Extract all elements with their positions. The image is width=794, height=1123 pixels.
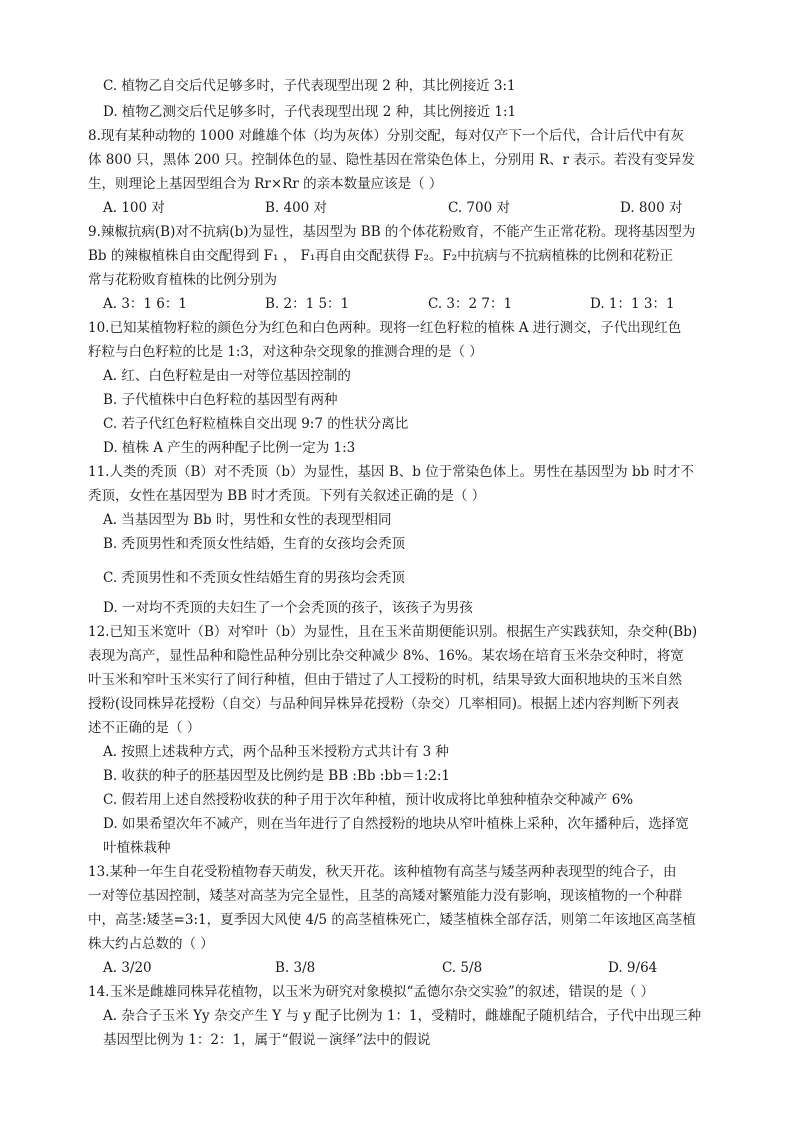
q12-option-d-line-2: 叶植株栽种: [103, 840, 171, 856]
q10-stem-line-1: 10.已知某植物籽粒的颜色分为红色和白色两种。现将一红色籽粒的植株 A 进行测交，子代出现红色: [88, 320, 682, 336]
q12-option-b: B. 收获的种子的胚基因型及比例约是 BB :Bb :bb＝1:2:1: [103, 768, 451, 784]
q12-stem-line-2: 表现为高产，显性品种和隐性品种分别比杂交种减少 8%、16%。某农场在培育玉米杂交种时，将宽: [88, 648, 684, 664]
q13-options: [0, 958, 794, 978]
q7-option-d: D. 植物乙测交后代足够多时，子代表现型出现 2 种，其比例接近 1:1: [103, 104, 517, 120]
q13-option-c: C. 5/8: [442, 960, 483, 976]
q12-stem-line-3: 叶玉米和窄叶玉米实行了间行种植，但由于错过了人工授粉的时机，结果导致大面积地块的玉米自然: [88, 672, 682, 688]
q9-stem-line-3: 常与花粉败育植株的比例分别为: [88, 272, 277, 288]
q10-option-d: D. 植株 A 产生的两种配子比例一定为 1:3: [103, 440, 356, 456]
q11-stem-line-2: 秃顶，女性在基因型为 BB 时才秃顶。下列有关叙述正确的是（ ）: [88, 488, 486, 504]
q9-option-b: B. 2：1 5：1: [265, 296, 350, 312]
q11-option-a: A. 当基因型为 Bb 时，男性和女性的表现型相同: [103, 512, 392, 528]
q10-option-a: A. 红、白色籽粒是由一对等位基因控制的: [103, 368, 351, 384]
q13-stem-line-1: 13.某种一年生自花受粉植物春天萌发，秋天开花。该种植物有高茎与矮茎两种表现型的纯合子，由: [88, 864, 677, 880]
q13-stem-line-2: 一对等位基因控制，矮茎对高茎为完全显性，且茎的高矮对繁殖能力没有影响，现该植物的一个种群: [88, 888, 682, 904]
q14-stem-line-1: 14.玉米是雌雄同株异花植物，以玉米为研究对象模拟“孟德尔杂交实验”的叙述，错误的是（ ）: [88, 984, 655, 1000]
q8-stem-line-1: 8.现有某种动物的 1000 对雌雄个体（均为灰体）分别交配，每对仅产下一个后代，合计后代中有灰: [88, 128, 684, 144]
q12-stem-line-4: 授粉(设同株异花授粉（自交）与品种间异株异花授粉（杂交）几率相同)。根据上述内容判断下列表: [88, 696, 680, 712]
q12-stem-line-1: 12.已知玉米宽叶（B）对窄叶（b）为显性，且在玉米苗期便能识别。根据生产实践获知，杂交种(Bb): [88, 624, 698, 640]
q8-option-d: D. 800 对: [620, 200, 683, 216]
q14-option-a-line-2: 基因型比例为 1：2：1，属于“假说－演绎”法中的假说: [103, 1032, 431, 1048]
q8-option-c: C. 700 对: [448, 200, 510, 216]
q9-option-a: A. 3：1 6：1: [103, 296, 187, 312]
q11-option-d: D. 一对均不秃顶的夫妇生了一个会秃顶的孩子，该孩子为男孩: [103, 600, 473, 616]
q9-stem-line-1: 9.辣椒抗病(B)对不抗病(b)为显性，基因型为 BB 的个体花粉败育，不能产生正常花粉。现将基因型为: [88, 224, 696, 240]
q9-option-d: D. 1：1 3：1: [590, 296, 675, 312]
q13-stem-line-4: 株大约占总数的（ ）: [88, 936, 214, 952]
q7-option-c: C. 植物乙自交后代足够多时，子代表现型出现 2 种，其比例接近 3:1: [103, 78, 516, 94]
q13-stem-line-3: 中，高茎:矮茎=3:1，夏季因大风使 4/5 的高茎植株死亡，矮茎植株全部存活，则第二年该地区高茎植: [88, 912, 696, 928]
q10-stem-line-2: 籽粒与白色籽粒的比是 1:3，对这种杂交现象的推测合理的是（ ）: [88, 344, 483, 360]
q8-options: [0, 198, 794, 218]
q10-option-b: B. 子代植株中白色籽粒的基因型有两种: [103, 392, 338, 408]
q12-option-a: A. 按照上述栽种方式，两个品种玉米授粉方式共计有 3 种: [103, 744, 450, 760]
q12-option-c: C. 假若用上述自然授粉收获的种子用于次年种植，预计收成将比单独种植杂交种减产 6%: [103, 792, 634, 808]
q9-options: [0, 294, 794, 314]
q8-option-a: A. 100 对: [103, 200, 165, 216]
q12-stem-line-5: 述不正确的是（ ）: [88, 720, 201, 736]
q11-option-b: B. 秃顶男性和秃顶女性结婚，生育的女孩均会秃顶: [103, 536, 406, 552]
q10-option-c: C. 若子代红色籽粒植株自交出现 9:7 的性状分离比: [103, 416, 409, 432]
q13-option-b: B. 3/8: [275, 960, 316, 976]
q12-option-d-line-1: D. 如果希望次年不减产，则在当年进行了自然授粉的地块从窄叶植株上采种，次年播种后，选择宽: [103, 816, 689, 832]
q14-option-a-line-1: A. 杂合子玉米 Yy 杂交产生 Y 与 y 配子比例为 1：1，受精时，雌雄配子随机结合，子代中出现三种: [103, 1008, 702, 1024]
q11-option-c: C. 秃顶男性和不秃顶女性结婚生育的男孩均会秃顶: [103, 570, 405, 586]
q13-option-d: D. 9/64: [608, 960, 658, 976]
q8-stem-line-2: 体 800 只，黑体 200 只。控制体色的显、隐性基因在常染色体上，分别用 R、r 表示。若没有变异发: [88, 152, 695, 168]
q8-option-b: B. 400 对: [265, 200, 328, 216]
q9-option-c: C. 3：2 7：1: [428, 296, 513, 312]
q9-stem-line-2: Bb 的辣椒植株自由交配得到 F₁ ， F₁再自由交配获得 F₂。F₂中抗病与不抗病植株的比例和花粉正: [88, 248, 674, 264]
q8-stem-line-3: 生，则理论上基因型组合为 Rr×Rr 的亲本数量应该是（ ）: [88, 176, 443, 192]
q13-option-a: A. 3/20: [103, 960, 152, 976]
q11-stem-line-1: 11.人类的秃顶（B）对不秃顶（b）为显性，基因 B、b 位于常染色体上。男性在基因型为 bb 时才不: [88, 464, 695, 480]
